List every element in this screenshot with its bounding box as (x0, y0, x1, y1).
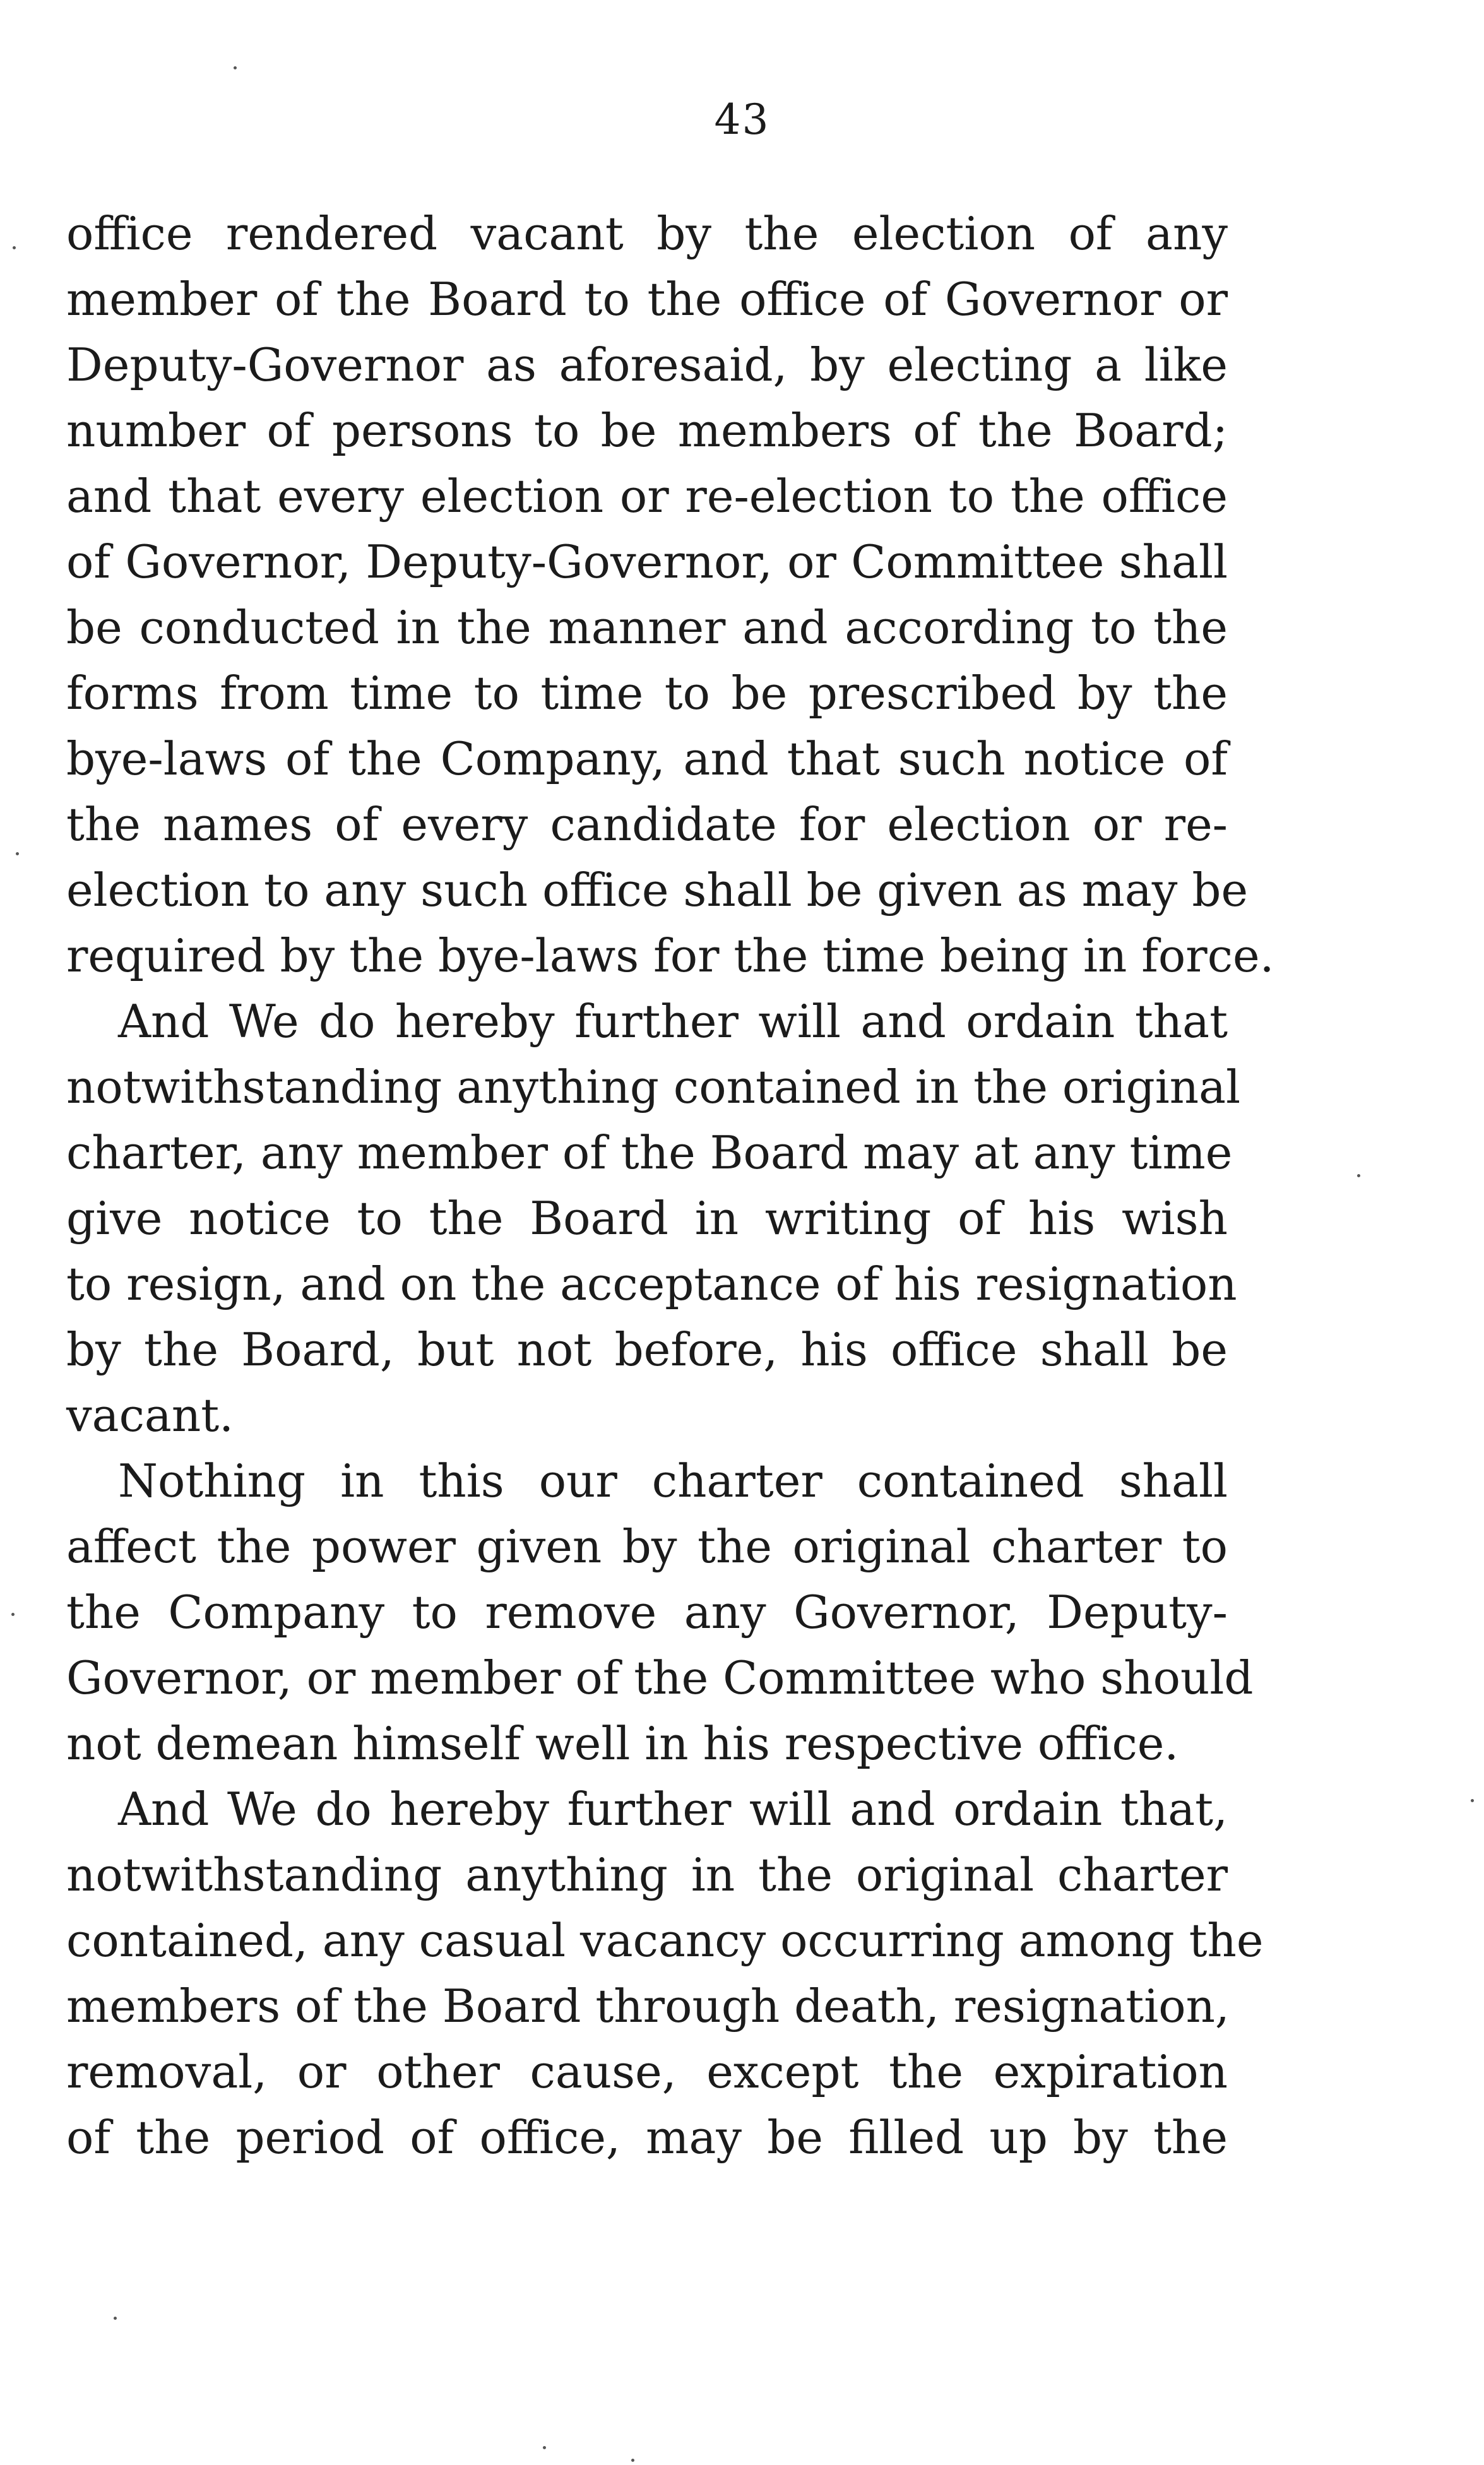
text-line: removal, or other cause, except the expiration (66, 2045, 1228, 2098)
text-line: number of persons to be members of the Board; (66, 404, 1228, 457)
text-line: Governor, or member of the Committee who should (66, 1651, 1254, 1704)
scan-speck (1357, 1174, 1360, 1177)
text-line: notwithstanding anything in the original charter (66, 1848, 1228, 1901)
text-line: the Company to remove any Governor, Deputy- (66, 1586, 1228, 1639)
page-number: 43 (714, 95, 770, 144)
text-line: vacant. (66, 1389, 234, 1442)
text-line: office rendered vacant by the election of any (66, 207, 1228, 260)
text-line: by the Board, but not before, his office shall be (66, 1323, 1228, 1376)
scan-speck (16, 852, 19, 855)
text-line: contained, any casual vacancy occurring among the (66, 1914, 1264, 1967)
text-line: of Governor, Deputy-Governor, or Committee shall (66, 535, 1228, 588)
text-line: Deputy-Governor as aforesaid, by electing a like (66, 338, 1228, 391)
text-line: give notice to the Board in writing of his wish (66, 1192, 1228, 1245)
text-line: members of the Board through death, resignation, (66, 1980, 1230, 2033)
scan-speck (631, 2459, 634, 2462)
text-line: And We do hereby further will and ordain that (118, 995, 1228, 1048)
text-line: charter, any member of the Board may at any time (66, 1126, 1233, 1179)
text-line: bye-laws of the Company, and that such notice of (66, 732, 1228, 785)
body-text (66, 201, 1274, 2170)
scan-speck (234, 66, 237, 69)
text-line: election to any such office shall be given as may be (66, 864, 1249, 917)
text-line: be conducted in the manner and according to the (66, 601, 1228, 654)
text-line: not demean himself well in his respective office. (66, 1717, 1179, 1770)
text-line: forms from time to time to be prescribed by the (66, 667, 1228, 720)
text-line: And We do hereby further will and ordain that, (118, 1783, 1228, 1836)
scan-speck (13, 246, 16, 249)
text-line: affect the power given by the original charter to (66, 1520, 1228, 1573)
text-line: required by the bye-laws for the time being in force. (66, 929, 1274, 982)
text-line: Nothing in this our charter contained shall (118, 1454, 1228, 1507)
scan-speck (11, 1613, 15, 1616)
scan-speck (114, 2317, 117, 2320)
text-line: to resign, and on the acceptance of his resignation (66, 1257, 1237, 1310)
text-line: notwithstanding anything contained in the original (66, 1060, 1241, 1114)
text-line: the names of every candidate for election or re- (66, 798, 1228, 851)
text-line: member of the Board to the office of Governor or (66, 273, 1228, 326)
text-line: of the period of office, may be filled up by the (66, 2111, 1228, 2164)
scan-speck (1471, 1799, 1474, 1802)
scan-speck (543, 2446, 546, 2449)
text-line: and that every election or re-election to the office (66, 470, 1228, 523)
